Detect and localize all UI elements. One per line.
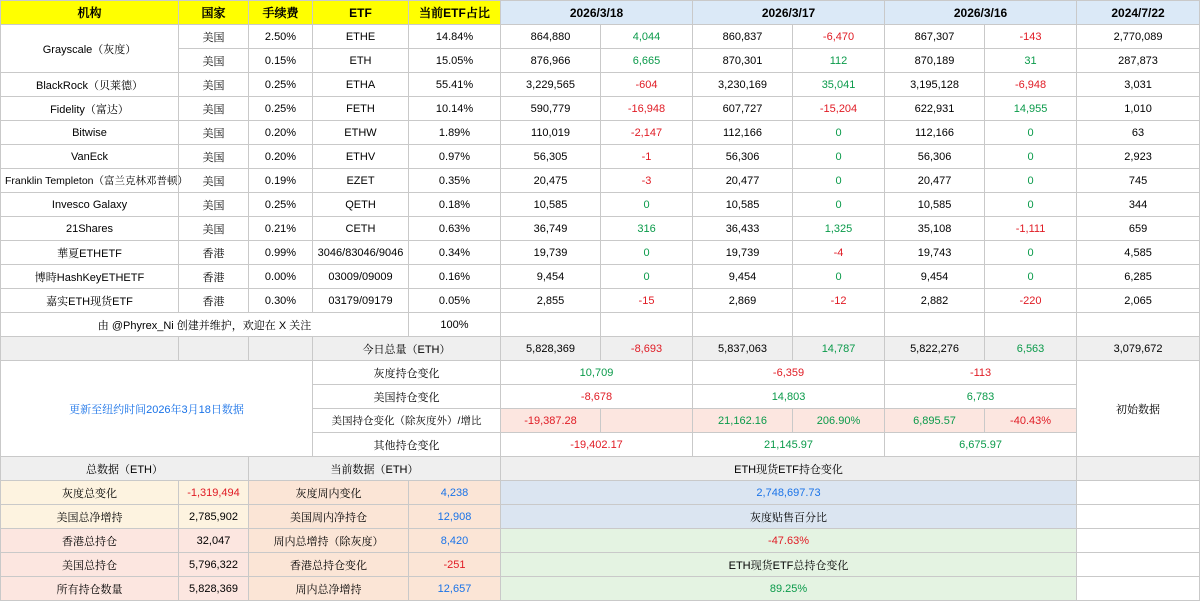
cell-value-4: 63 [1077,121,1200,145]
cell-delta-3: -143 [985,25,1077,49]
header-date-1: 2026/3/18 [501,1,693,25]
blank-cell [1077,577,1200,601]
us-ex-grayscale-pct-3: -40.43% [985,409,1077,433]
bottom-current-label: 当前数据（ETH） [249,457,501,481]
cell-country: 美国 [179,145,249,169]
cell-value-3: 10,585 [885,193,985,217]
today-delta-3: 6,563 [985,337,1077,361]
cell-delta-2: 1,325 [793,217,885,241]
bottom-value-1: -1,319,494 [179,481,249,505]
cell-institution: 嘉实ETH现货ETF [1,289,179,313]
cell-delta-3: 14,955 [985,97,1077,121]
cell-delta-2: -15,204 [793,97,885,121]
bottom-row [1,553,1200,577]
bottom-label-2: 周内总增持（除灰度） [249,529,409,553]
cell-delta-1: -15 [601,289,693,313]
cell-etf: CETH [313,217,409,241]
bottom-value-3: ETH现货ETF总持仓变化 [501,553,1077,577]
blank-cell [179,337,249,361]
cell-value-4: 4,585 [1077,241,1200,265]
bottom-value-3: 89.25% [501,577,1077,601]
cell-delta-3: -220 [985,289,1077,313]
cell-value-3: 20,477 [885,169,985,193]
cell-value-4: 287,873 [1077,49,1200,73]
cell-value-1: 864,880 [501,25,601,49]
cell-value-2: 56,306 [693,145,793,169]
cell-fee: 2.50% [249,25,313,49]
cell-value-4: 3,031 [1077,73,1200,97]
cell-institution: 21Shares [1,217,179,241]
cell-value-4: 2,770,089 [1077,25,1200,49]
cell-value-2: 36,433 [693,217,793,241]
blank-cell [1077,457,1200,481]
today-value-1: 5,828,369 [501,337,601,361]
bottom-label-2: 灰度周内变化 [249,481,409,505]
credit-text: 由 @Phyrex_Ni 创建并维护，欢迎在 X 关注 [1,313,409,337]
cell-delta-3: -6,948 [985,73,1077,97]
bottom-value-2: 12,657 [409,577,501,601]
us-ex-grayscale-label: 美国持仓变化（除灰度外）/增比 [313,409,501,433]
blank-cell [501,313,601,337]
grayscale-change-row [1,361,1200,385]
cell-value-3: 3,195,128 [885,73,985,97]
cell-value-1: 3,229,565 [501,73,601,97]
cell-country: 美国 [179,169,249,193]
cell-institution: 博時HashKeyETHETF [1,265,179,289]
cell-delta-1: -2,147 [601,121,693,145]
cell-value-2: 19,739 [693,241,793,265]
cell-delta-2: 0 [793,193,885,217]
cell-delta-2: 35,041 [793,73,885,97]
cell-fee: 0.25% [249,193,313,217]
cell-share: 1.89% [409,121,501,145]
cell-delta-2: 0 [793,121,885,145]
us-ex-grayscale-pct-2: 206.90% [793,409,885,433]
us-ex-grayscale-value-1: -19,387.28 [501,409,601,433]
today-value-3: 5,822,276 [885,337,985,361]
cell-country: 美国 [179,121,249,145]
cell-value-3: 2,882 [885,289,985,313]
cell-etf: ETHA [313,73,409,97]
us-change-3: 6,783 [885,385,1077,409]
today-value-2: 5,837,063 [693,337,793,361]
cell-fee: 0.99% [249,241,313,265]
cell-delta-2: -4 [793,241,885,265]
cell-institution: VanEck [1,145,179,169]
cell-share: 0.97% [409,145,501,169]
cell-etf: ETHE [313,25,409,49]
cell-value-2: 112,166 [693,121,793,145]
cell-etf: ETHW [313,121,409,145]
header-fee: 手续费 [249,1,313,25]
cell-delta-1: -16,948 [601,97,693,121]
cell-etf: 03009/09009 [313,265,409,289]
cell-country: 美国 [179,193,249,217]
cell-etf: 03179/09179 [313,289,409,313]
cell-fee: 0.21% [249,217,313,241]
bottom-label-1: 香港总持仓 [1,529,179,553]
cell-etf: 3046/83046/9046 [313,241,409,265]
other-change-label: 其他持仓变化 [313,433,501,457]
table-row [1,217,1200,241]
cell-value-2: 3,230,169 [693,73,793,97]
table-row [1,241,1200,265]
cell-country: 美国 [179,73,249,97]
us-change-label: 美国持仓变化 [313,385,501,409]
blank-cell [1,337,179,361]
blank-cell [693,313,793,337]
cell-share: 0.34% [409,241,501,265]
cell-share: 0.35% [409,169,501,193]
cell-etf: ETHV [313,145,409,169]
cell-delta-1: 0 [601,193,693,217]
cell-delta-1: 0 [601,265,693,289]
cell-value-1: 2,855 [501,289,601,313]
bottom-row [1,529,1200,553]
grayscale-change-2: -6,359 [693,361,885,385]
blank-cell [601,313,693,337]
table-header-row [1,1,1200,25]
cell-value-4: 344 [1077,193,1200,217]
bottom-total-label: 总数据（ETH） [1,457,249,481]
cell-value-1: 36,749 [501,217,601,241]
cell-country: 美国 [179,97,249,121]
other-change-2: 21,145.97 [693,433,885,457]
table-row [1,73,1200,97]
cell-value-2: 870,301 [693,49,793,73]
bottom-value-2: 12,908 [409,505,501,529]
cell-delta-3: 31 [985,49,1077,73]
bottom-value-1: 5,828,369 [179,577,249,601]
grayscale-change-1: 10,709 [501,361,693,385]
cell-delta-2: 0 [793,265,885,289]
us-ex-grayscale-value-2: 21,162.16 [693,409,793,433]
header-date-2: 2026/3/17 [693,1,885,25]
bottom-label-1: 灰度总变化 [1,481,179,505]
header-share: 当前ETF占比 [409,1,501,25]
cell-delta-3: 0 [985,121,1077,145]
cell-value-1: 9,454 [501,265,601,289]
header-etf: ETF [313,1,409,25]
blank-cell [793,313,885,337]
cell-delta-2: 0 [793,169,885,193]
initial-data-label: 初始数据 [1077,361,1200,457]
blank-cell [1077,505,1200,529]
table-row [1,49,1200,73]
cell-value-3: 870,189 [885,49,985,73]
cell-value-4: 659 [1077,217,1200,241]
cell-value-1: 19,739 [501,241,601,265]
bottom-label-2: 香港总持仓变化 [249,553,409,577]
cell-delta-2: -6,470 [793,25,885,49]
cell-delta-3: 0 [985,241,1077,265]
bottom-row [1,577,1200,601]
other-change-3: 6,675.97 [885,433,1077,457]
cell-delta-1: 316 [601,217,693,241]
cell-country: 美国 [179,49,249,73]
us-ex-grayscale-value-3: 6,895.57 [885,409,985,433]
bottom-header-row [1,457,1200,481]
cell-institution: Invesco Galaxy [1,193,179,217]
cell-country: 美国 [179,25,249,49]
cell-value-3: 35,108 [885,217,985,241]
blank-cell [1077,553,1200,577]
cell-share: 0.63% [409,217,501,241]
cell-value-4: 2,065 [1077,289,1200,313]
table-row [1,97,1200,121]
header-date-4: 2024/7/22 [1077,1,1200,25]
cell-country: 香港 [179,241,249,265]
cell-delta-1: 6,665 [601,49,693,73]
cell-value-1: 20,475 [501,169,601,193]
cell-delta-3: -1,111 [985,217,1077,241]
cell-share: 0.05% [409,289,501,313]
cell-etf: FETH [313,97,409,121]
cell-value-1: 10,585 [501,193,601,217]
bottom-value-1: 5,796,322 [179,553,249,577]
cell-value-3: 622,931 [885,97,985,121]
today-delta-2: 14,787 [793,337,885,361]
bottom-row [1,481,1200,505]
bottom-value-1: 2,785,902 [179,505,249,529]
cell-etf: EZET [313,169,409,193]
us-change-2: 14,803 [693,385,885,409]
cell-fee: 0.15% [249,49,313,73]
cell-value-2: 2,869 [693,289,793,313]
other-change-1: -19,402.17 [501,433,693,457]
bottom-eth-etf-label: ETH现货ETF持仓变化 [501,457,1077,481]
cell-institution: Franklin Templeton（富兰克林邓普顿） [1,169,179,193]
cell-country: 香港 [179,289,249,313]
cell-institution: BlackRock（贝莱德） [1,73,179,97]
table-row [1,121,1200,145]
cell-value-1: 110,019 [501,121,601,145]
bottom-label-2: 周内总净增持 [249,577,409,601]
us-ex-grayscale-pct-1 [601,409,693,433]
blank-cell [1077,313,1200,337]
cell-fee: 0.00% [249,265,313,289]
cell-value-1: 876,966 [501,49,601,73]
cell-value-3: 19,743 [885,241,985,265]
grayscale-change-label: 灰度持仓变化 [313,361,501,385]
update-note: 更新至纽约时间2026年3月18日数据 [1,361,313,457]
cell-delta-1: 4,044 [601,25,693,49]
cell-value-3: 9,454 [885,265,985,289]
cell-fee: 0.25% [249,97,313,121]
table-row [1,289,1200,313]
table-row [1,145,1200,169]
cell-delta-1: -1 [601,145,693,169]
cell-value-1: 56,305 [501,145,601,169]
blank-cell [885,313,985,337]
cell-country: 香港 [179,265,249,289]
cell-delta-1: 0 [601,241,693,265]
today-delta-1: -8,693 [601,337,693,361]
bottom-value-1: 32,047 [179,529,249,553]
cell-fee: 0.25% [249,73,313,97]
cell-value-4: 745 [1077,169,1200,193]
header-country: 国家 [179,1,249,25]
cell-share: 0.18% [409,193,501,217]
cell-delta-3: 0 [985,145,1077,169]
cell-value-3: 112,166 [885,121,985,145]
blank-cell [985,313,1077,337]
cell-etf: QETH [313,193,409,217]
cell-etf: ETH [313,49,409,73]
bottom-label-2: 美国周内净持仓 [249,505,409,529]
cell-institution: 華夏ETHETF [1,241,179,265]
cell-value-2: 20,477 [693,169,793,193]
cell-delta-3: 0 [985,169,1077,193]
table-row [1,25,1200,49]
cell-fee: 0.20% [249,145,313,169]
header-date-3: 2026/3/16 [885,1,1077,25]
cell-share: 15.05% [409,49,501,73]
cell-value-4: 1,010 [1077,97,1200,121]
blank-cell [1077,481,1200,505]
bottom-value-2: 8,420 [409,529,501,553]
header-institution: 机构 [1,1,179,25]
grayscale-change-3: -113 [885,361,1077,385]
cell-fee: 0.20% [249,121,313,145]
cell-fee: 0.30% [249,289,313,313]
table-row [1,265,1200,289]
cell-fee: 0.19% [249,169,313,193]
cell-share: 10.14% [409,97,501,121]
today-value-4: 3,079,672 [1077,337,1200,361]
today-total-label: 今日总量（ETH） [313,337,501,361]
today-total-row [1,337,1200,361]
cell-value-2: 607,727 [693,97,793,121]
cell-country: 美国 [179,217,249,241]
table-row [1,169,1200,193]
credit-share: 100% [409,313,501,337]
bottom-label-1: 美国总净增持 [1,505,179,529]
cell-value-2: 9,454 [693,265,793,289]
bottom-label-1: 所有持仓数量 [1,577,179,601]
cell-institution: Bitwise [1,121,179,145]
bottom-label-1: 美国总持仓 [1,553,179,577]
bottom-row [1,505,1200,529]
cell-value-2: 860,837 [693,25,793,49]
bottom-value-2: -251 [409,553,501,577]
cell-value-2: 10,585 [693,193,793,217]
bottom-value-3: -47.63% [501,529,1077,553]
cell-value-1: 590,779 [501,97,601,121]
cell-value-3: 867,307 [885,25,985,49]
cell-delta-2: 0 [793,145,885,169]
us-change-1: -8,678 [501,385,693,409]
cell-share: 0.16% [409,265,501,289]
blank-cell [1077,529,1200,553]
cell-value-4: 6,285 [1077,265,1200,289]
cell-delta-2: 112 [793,49,885,73]
blank-cell [249,337,313,361]
cell-institution: Fidelity（富达） [1,97,179,121]
cell-share: 55.41% [409,73,501,97]
bottom-value-3: 2,748,697.73 [501,481,1077,505]
cell-delta-1: -604 [601,73,693,97]
cell-delta-3: 0 [985,193,1077,217]
bottom-value-3: 灰度贴售百分比 [501,505,1077,529]
cell-delta-3: 0 [985,265,1077,289]
cell-share: 14.84% [409,25,501,49]
cell-value-3: 56,306 [885,145,985,169]
cell-delta-2: -12 [793,289,885,313]
bottom-value-2: 4,238 [409,481,501,505]
credit-row [1,313,1200,337]
cell-institution: Grayscale（灰度） [1,25,179,73]
table-row [1,193,1200,217]
cell-delta-1: -3 [601,169,693,193]
cell-value-4: 2,923 [1077,145,1200,169]
